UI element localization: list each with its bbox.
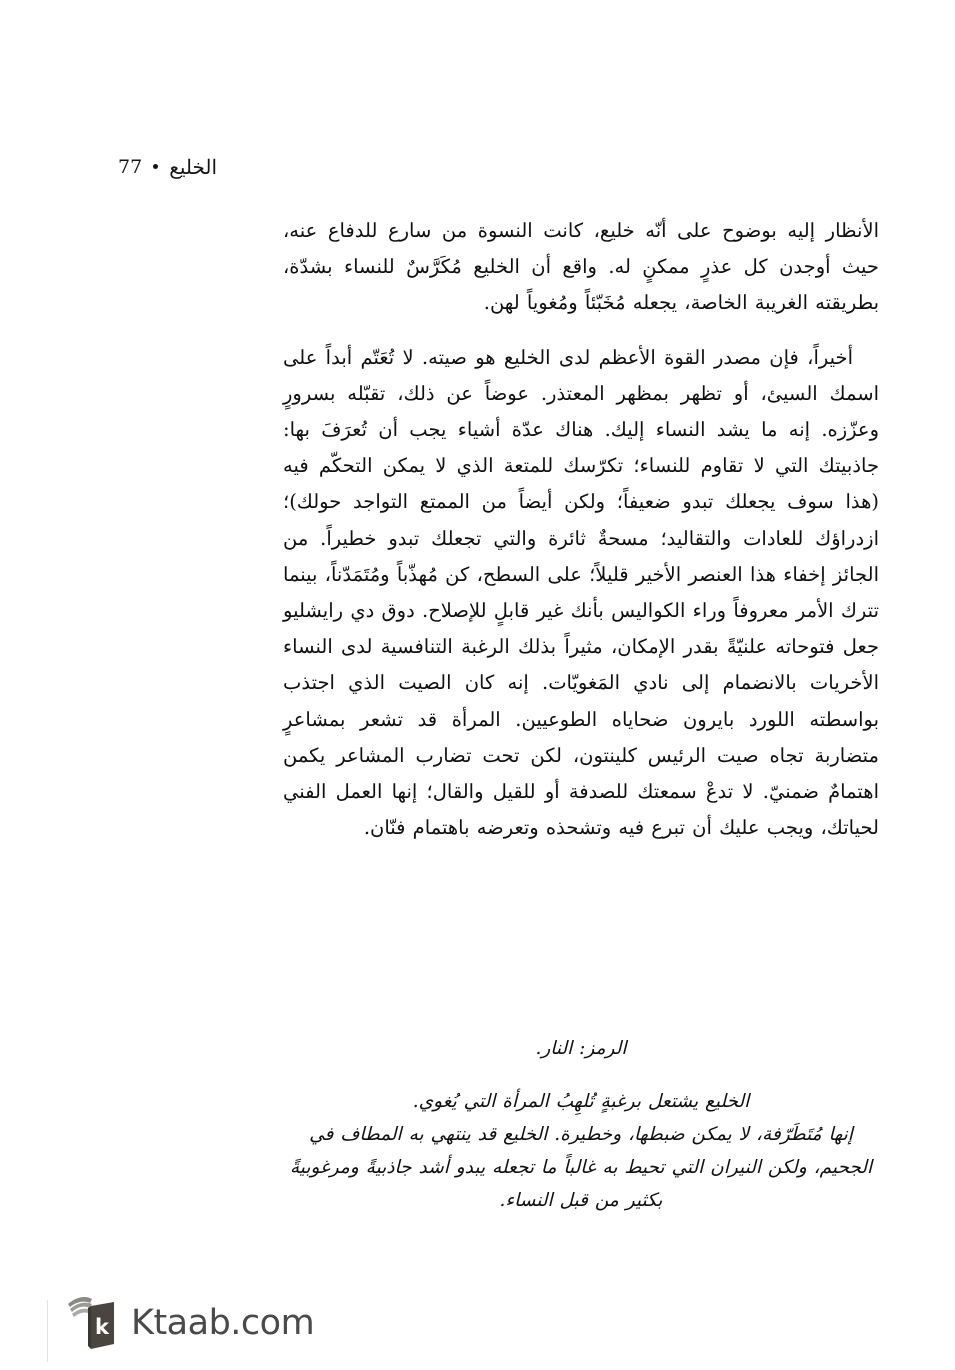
svg-text:k: k xyxy=(95,1315,109,1339)
quote-line-1: الخليع يشتعل برغبةٍ تُلهِبُ المرأة التي يُغوي. xyxy=(412,1091,750,1112)
quote-symbol-line: الرمز: النار. xyxy=(535,1038,627,1059)
page-number: 77 xyxy=(118,155,143,178)
paragraph-2: أخيراً، فإن مصدر القوة الأعظم لدى الخليع هو صيته. لا تُعَتّم أبداً على اسمك السيئ، أو تظهر بمظهر المعتذر. عوضاً عن ذلك، تقبّله بسرورٍ وعزّزه. إنه ما يشد النساء إليك. هناك عدّة أشياء يجب أن تُعرَفَ بها: جاذبيتك التي لا تقاوم للنساء؛ تكرّسك للمتعة الذي لا يمكن التحكّم فيه (هذا سوف يجعلك تبدو ضعيفاً؛ ولكن أيضاً من الممتع التواجد حولك)؛ ازدراؤك للعادات والتقاليد؛ مسحةٌ ثائرة والتي تجعلك تبدو خطيراً. من الجائز إخفاء هذا العنصر الأخير قليلاً؛ على السطح، كن مُهذّباً ومُتَمَدّناً، بينما تترك الأمر معروفاً وراء الكواليس بأنك غير قابلٍ للإصلاح. دوق دي رايشليو جعل فتوحاته علنيّةً بقدر الإمكان، مثيراً بذلك الرغبة التنافسية لدى النساء الأخريات بالانضمام إلى نادي المَغويّات. إنه كان الصيت الذي اجتذب بواسطته اللورد بايرون ضحاياه الطوعيين. المرأة قد تشعر بمشاعرٍ متضاربة تجاه صيت الرئيس كلينتون، لكن تحت تضارب المشاعر يكمن اهتمامٌ ضمنيّ. لا تدعْ سمعتك للصدفة أو للقيل والقال؛ إنها العمل الفني لحياتك، ويجب عليك أن تبرع فيه وتشحذه وتعرضه باهتمام فنّان. xyxy=(283,345,879,840)
quote-line-2: إنها مُتَطَرّفة، لا يمكن ضبطها، وخطيرة. الخليع قد ينتهي به المطاف في الجحيم، ولكن النيران التي تحيط به غالباً ما تجعله يبدو أشد جاذبيةً ومرغوبيةً بكثير من قبل النساء. xyxy=(289,1124,873,1211)
running-head xyxy=(118,152,538,182)
quote-block xyxy=(283,1032,879,1217)
paragraph-1: الأنظار إليه بوضوح على أنّه خليع، كانت النسوة من سارع للدفاع عنه، حيث أوجدن كل عذرٍ ممكنٍ له. واقع أن الخليع مُكَرَّسٌ للنساء بشدّة، بطريقته الغريبة الخاصة، يجعله مُخَبّئاً ومُغوياً لهن. xyxy=(283,219,879,315)
body-text-column xyxy=(283,213,879,846)
site-watermark xyxy=(66,1294,314,1352)
scan-gutter-line xyxy=(47,1300,48,1362)
bullet-separator-icon xyxy=(153,164,158,169)
running-head-book-title: الخليع xyxy=(169,155,218,179)
ktaab-book-logo-icon xyxy=(66,1294,118,1352)
running-head-inner xyxy=(118,157,217,177)
watermark-brand-text: Ktaab.com xyxy=(131,1302,315,1343)
